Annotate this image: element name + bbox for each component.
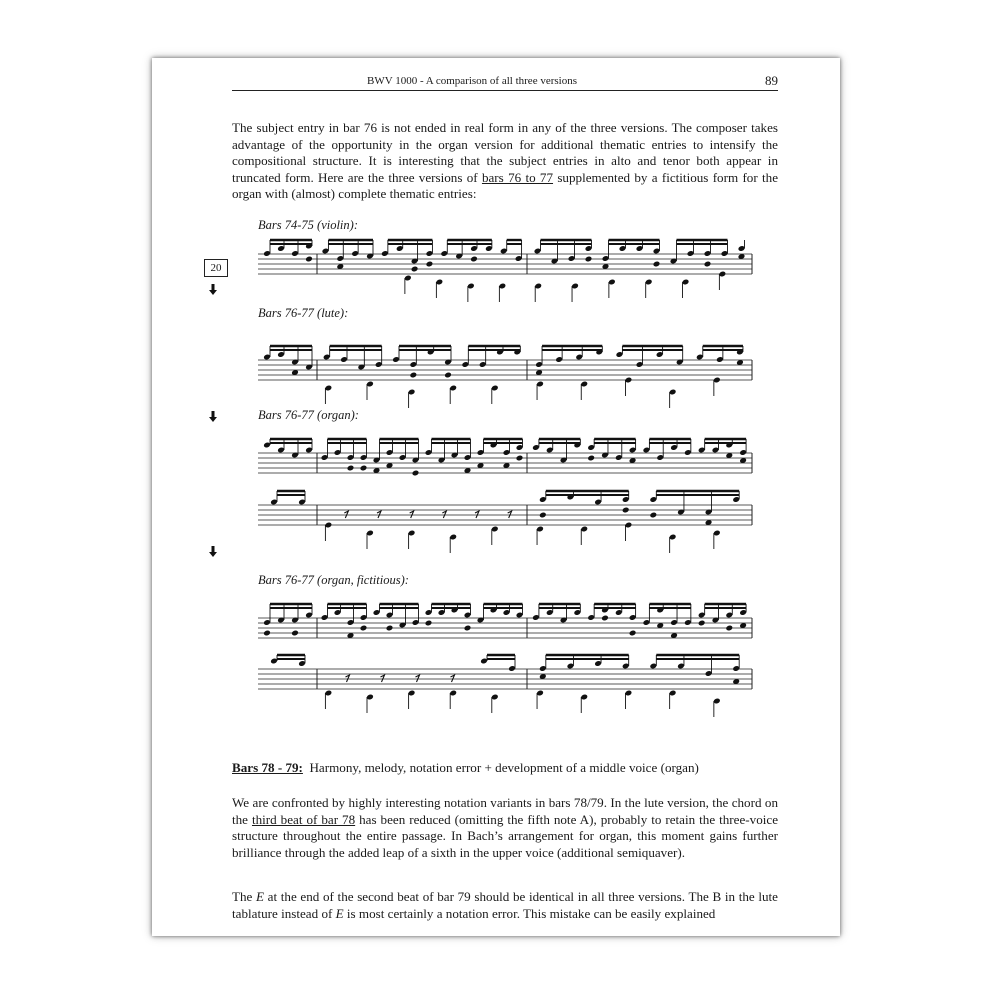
chord-note xyxy=(725,625,733,632)
chord-note xyxy=(653,261,661,268)
p1-text-a: We are confronted by highly interesting notation variants in bars 78/79. In the lute version, the chord on the xyxy=(232,795,778,827)
chord-note xyxy=(263,630,271,637)
p2-text-b: at the end of the second beat of bar 79 should be identical in all three versions. The B in the lute tablature instead of xyxy=(232,889,778,921)
section-title: Harmony, melody, notation error + development of a middle voice (organ) xyxy=(309,760,699,775)
chord-note xyxy=(386,625,394,632)
intro-text-1: The subject entry in bar 76 is not ended in real form in any of the three versions. The composer takes advantage of the opportunity in the organ version for additional thematic entries to intensify the compositional structure. It is interesting that the subject entries in alto and tenor both appear in truncated form. Here are the three versions of xyxy=(232,120,778,185)
organ-caption: Bars 76-77 (organ): xyxy=(258,408,359,422)
rest xyxy=(508,511,512,518)
p2-text-c: is most certainly a notation error. This mistake can be easily explained xyxy=(343,905,716,921)
running-title: BWV 1000 - A comparison of all three versions xyxy=(367,75,577,87)
chord-note xyxy=(464,625,472,632)
rest xyxy=(377,511,381,518)
p1-bar-reference: third beat of bar 78 xyxy=(251,811,356,827)
chord-note xyxy=(291,630,299,637)
lute-caption: Bars 76-77 (lute): xyxy=(258,306,349,320)
intro-bar-reference: bars 76 to 77 xyxy=(481,169,554,185)
page-number: 89 xyxy=(765,73,778,88)
chord-note xyxy=(470,256,478,263)
p1-text-b: has been reduced (omitting the fifth note A), probably to retain the three-voice structure throughout the entire passage. In Bach’s arrangement for organ, this moment gains further brilliance through the added leap of a sixth in the upper voice (additional semiquaver). xyxy=(232,811,778,860)
chord-note xyxy=(410,372,418,379)
chord-note xyxy=(539,512,547,519)
chord-note xyxy=(411,266,419,273)
p2-note-e-2: E xyxy=(335,905,344,921)
chord-note xyxy=(425,620,433,627)
p2-note-e: E xyxy=(256,889,265,904)
rest xyxy=(475,511,479,518)
rest xyxy=(344,511,348,518)
rest xyxy=(410,511,414,518)
fictitious-caption: Bars 76-77 (organ, fictitious): xyxy=(258,573,409,587)
example-marker-box: 20 xyxy=(204,259,228,277)
chord-note xyxy=(629,630,637,637)
chord-note xyxy=(587,455,595,462)
chord-note xyxy=(305,256,313,263)
chord-note xyxy=(412,470,420,477)
violin-caption: Bars 74-75 (violin): xyxy=(258,218,358,232)
body-paragraph-1 xyxy=(232,795,778,861)
chord-note xyxy=(704,261,712,268)
body-paragraph-2 xyxy=(232,889,778,922)
chord-note xyxy=(444,372,452,379)
chord-note xyxy=(649,512,657,519)
chord-note xyxy=(601,615,609,622)
rest xyxy=(451,675,455,682)
rest xyxy=(381,675,385,682)
section-label: Bars 78 - 79: xyxy=(232,760,303,775)
chord-note xyxy=(585,256,593,263)
rest xyxy=(346,675,350,682)
p2-text-a: The xyxy=(232,889,257,904)
section-heading xyxy=(232,760,778,776)
chord-note xyxy=(360,465,368,472)
rest xyxy=(416,675,420,682)
rest xyxy=(442,511,446,518)
chord-note xyxy=(426,261,434,268)
chord-note xyxy=(622,507,630,514)
intro-text-2: supplemented by a fictitious form for the organ with (almost) complete thematic entries: xyxy=(232,169,779,201)
chord-note xyxy=(516,455,524,462)
chord-note xyxy=(360,625,368,632)
chord-note xyxy=(698,620,706,627)
chord-note xyxy=(347,465,355,472)
